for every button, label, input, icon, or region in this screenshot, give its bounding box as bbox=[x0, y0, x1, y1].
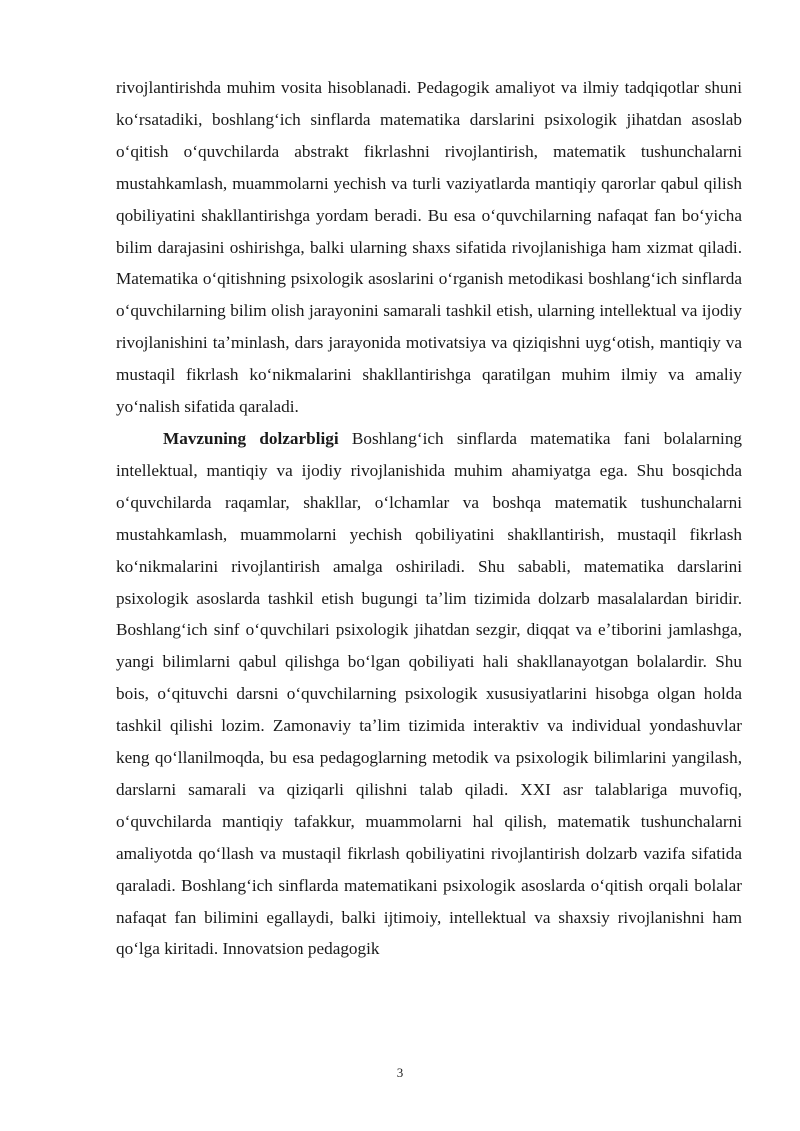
section-heading: Mavzuning dolzarbligi bbox=[163, 428, 339, 448]
paragraph-relevance-text: Boshlangʻich sinflarda matematika fani bolalarning intellektual, mantiqiy va ijodiy rivojlanishida muhim ahamiyatga ega. Shu bosqichda oʻquvchilarda raqamlar, shakllar, oʻlchamlar va boshqa matematik tushunchalarni mustahkamlash, muammolarni yechish qobiliyatini shakllantirish, mustaqil fikrlash koʻnikmalarini rivojlantirish amalga oshiriladi. Shu sababli, matematika darslarini psixologik asoslarda tashkil etish bugungi taʼlim tizimida dolzarb masalalardan biridir. Boshlangʻich sinf oʻquvchilari psixologik jihatdan sezgir, diqqat va eʼtiborini jamlashga, yangi bilimlarni qabul qilishga boʻlgan qobiliyati hali shakllanayotgan bolalardir. Shu bois, oʻqituvchi darsni oʻquvchilarning psixologik xususiyatlarini hisobga olgan holda tashkil qilishi lozim. Zamonaviy taʼlim tizimida interaktiv va individual yondashuvlar keng qoʻllanilmoqda, bu esa pedagoglarning metodik va psixologik bilimlarini yangilash, darslarni samarali va qiziqarli qilishni talab qiladi. XXI asr talablariga muvofiq, oʻquvchilarda mantiqiy tafakkur, muammolarni hal qilish, matematik tushunchalarni amaliyotda qoʻllash va mustaqil fikrlash qobiliyatini rivojlantirish dolzarb vazifa sifatida qaraladi. Boshlangʻich sinflarda matematikani psixologik asoslarda oʻqitish orqali bolalar nafaqat fan bilimini egallaydi, balki ijtimoiy, intellektual va shaxsiy rivojlanishni ham qoʻlga kiritadi. Innovatsion pedagogik bbox=[116, 428, 743, 959]
body-text bbox=[116, 72, 742, 965]
paragraph-intro: rivojlantirishda muhim vosita hisoblanadi. Pedagogik amaliyot va ilmiy tadqiqotlar shuni koʻrsatadiki, boshlangʻich sinflarda matematika darslarini psixologik jihatdan asoslab oʻqitish oʻquvchilarda abstrakt fikrlashni rivojlantirish, matematik tushunchalarni mustahkamlash, muammolarni yechish va turli vaziyatlarda mantiqiy qarorlar qabul qilish qobiliyatini shakllantirishga yordam beradi. Bu esa oʻquvchilarning nafaqat fan boʻyicha bilim darajasini oshirishga, balki ularning shaxs sifatida rivojlanishiga ham xizmat qiladi. Matematika oʻqitishning psixologik asoslarini oʻrganish metodikasi boshlangʻich sinflarda oʻquvchilarning bilim olish jarayonini samarali tashkil etish, ularning intellektual va ijodiy rivojlanishini taʼminlash, dars jarayonida motivatsiya va qiziqishni uygʻotish, mantiqiy va mustaqil fikrlash koʻnikmalarini shakllantirishga qaratilgan muhim ilmiy va amaliy yoʻnalish sifatida qaraladi. bbox=[116, 78, 742, 417]
paragraph-relevance bbox=[116, 423, 742, 965]
page-number: 3 bbox=[396, 1065, 404, 1080]
